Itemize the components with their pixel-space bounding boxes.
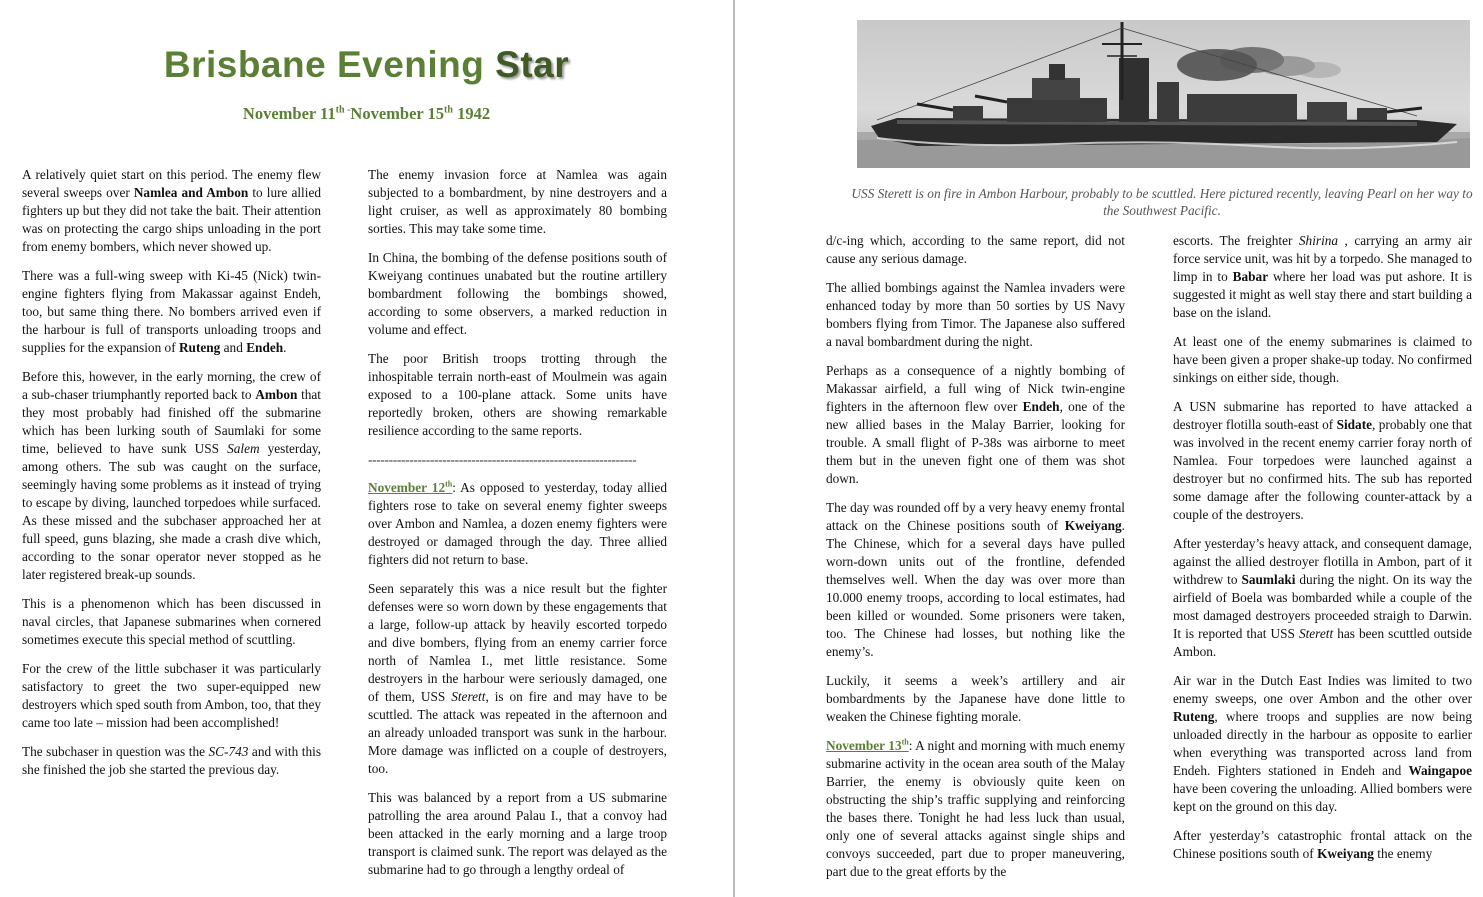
page-gutter	[733, 0, 735, 897]
left-page	[0, 0, 733, 897]
paragraph: November 13th: A night and morning with much enemy submarine activity in the ocean area south of the Malay Barrier, the enemy is obviously quite keen on obstructing the ship’s traffic supplying and reinforcing the bases there. Tonight he had less luck than usual, only one of several attacks against single ships and convoys succeeded, part due to proper maneuvering, part due to the great efforts by the	[826, 737, 1125, 879]
paragraph: The day was rounded off by a very heavy enemy frontal attack on the Chinese positions south of Kweiyang. The Chinese, which for a several days have pulled worn-down units out of the frontline, defended themselves well. When the day was over more than 10.000 enemy troops, according to local estimates, had been killed or wounded. Some prisoners were taken, too. The Chinese had losses, but nothing like the enemy’s.	[826, 500, 1125, 659]
paragraph: November 12th: As opposed to yesterday, today allied fighters rose to take on several enemy fighter sweeps over Ambon and Namlea, a dozen enemy fighters were destroyed or damaged through the day. Three allied fighters did not return to base.	[368, 479, 667, 567]
masthead-title: Brisbane Evening	[163, 44, 485, 85]
paragraph: After yesterday’s catastrophic frontal attack on the Chinese positions south of Kweiyang the enemy	[1173, 828, 1472, 861]
dateline-end: November 15	[350, 104, 445, 123]
dateline-start-sup: th	[335, 104, 345, 116]
paragraph: At least one of the enemy submarines is claimed to have been given a proper shake-up today. No confirmed sinkings on either side, though.	[1173, 334, 1472, 385]
ship-photo	[857, 20, 1470, 168]
dateline-year: 1942	[452, 104, 491, 123]
section-divider: -----------------------------------------------------------------	[368, 452, 637, 467]
paragraph: In China, the bombing of the defense positions south of Kweiyang continues unabated but the routine artillery bombardment following the bombings showed, according to some observers, a marked reduction in volume and effect.	[368, 250, 667, 337]
paragraph: This is a phenomenon which has been discussed in naval circles, that Japanese submarines when cornered sometimes execute this special method of scuttling.	[22, 596, 321, 647]
paragraph: Perhaps as a consequence of a nightly bombing of Makassar airfield, a full wing of Nick twin-engine fighters in the afternoon flew over Endeh, one of the new allied bases in the Malay Barrier, looking for trouble. A small flight of P-38s was airborne to meet them but in the uneven fight one of them was shot down.	[826, 363, 1125, 486]
article-column-3	[826, 232, 1125, 892]
masthead-title-accent: Star	[495, 44, 570, 85]
paragraph: The subchaser in question was the SC-743 and with this she finished the job she started the previous day.	[22, 744, 321, 777]
paragraph: The poor British troops trotting through the inhospitable terrain north-east of Moulmein was again exposed to a 100-plane attack. Some units have reportedly broken, others are showing remarkable resilience according to the same reports.	[368, 351, 667, 438]
paragraph: A relatively quiet start on this period. The enemy flew several sweeps over Namlea and Ambon to lure allied fighters up but they did not take the bait. Their attention was on protecting the cargo ships unloading in the port from enemy bombers, which never showed up.	[22, 167, 321, 254]
article-column-1	[22, 166, 321, 790]
dateline-start: November 11	[242, 104, 336, 123]
date-heading: November 12th	[368, 479, 453, 495]
article-column-4	[1173, 232, 1472, 874]
paragraph: Luckily, it seems a week’s artillery and air bombardments by the Japanese have done little to weaken the Chinese fighting morale.	[826, 673, 1125, 724]
paragraph: There was a full-wing sweep with Ki-45 (Nick) twin-engine fighters flying from Makassar against Endeh, too, but same thing there. No bombers arrived even if the harbour is full of transports unloading troops and supplies for the expansion of Ruteng and Endeh.	[22, 268, 321, 355]
paragraph: The allied bombings against the Namlea invaders were enhanced today by more than 50 sorties by US Navy bombers flying from Timor. The Japanese also suffered a naval bombardment during the night.	[826, 280, 1125, 349]
paragraph: escorts. The freighter Shirina , carrying an army air force service unit, was hit by a torpedo. She managed to limp in to Babar where her load was put ashore. It is suggested it might as well stay there and start building a base on the island.	[1173, 233, 1472, 320]
article-column-2	[368, 166, 667, 890]
paragraph: Before this, however, in the early morning, the crew of a sub-chaser triumphantly reported back to Ambon that they most probably had finished off the submarine which has been lurking south of Saumlaki for some time, believed to have sunk USS Salem yesterday, among others. The sub was caught on the surface, seemingly having some problems as it instead of trying to escape by diving, launched torpedoes while surfaced. As these missed and the subchaser approached her at full speed, guns blazing, she made a crash dive which, according to the sonar operator never stopped as he later registered break-up sounds.	[22, 369, 322, 582]
paragraph: The enemy invasion force at Namlea was again subjected to a bombardment, by nine destroyers and a light cruiser, as well as approximately 80 bombing sorties. This may take some time.	[368, 167, 667, 236]
paragraph: Seen separately this was a nice result but the fighter defenses were so worn down by these engagements that a large, follow-up attack by heavily escorted torpedo and dive bombers, flying from an enemy carrier force north of Namlea I., met little resistance. Some destroyers in the harbour were seriously damaged, one of them, USS Sterett, is on fire and may have to be scuttled. The attack was repeated in the afternoon and an already unloaded transport was sunk in the harbour. More damage was inflicted on a couple of destroyers, too.	[368, 581, 668, 776]
paragraph: A USN submarine has reported to have attacked a destroyer flotilla south-east of Sidate, probably one that was involved in the recent enemy carrier foray north of Namlea. Four torpedoes were launched against a destroyer but no confirmed hits. The sub has reported some damage after the following counter-attack by a couple of the destroyers.	[1173, 399, 1472, 522]
paragraph: For the crew of the little subchaser it was particularly satisfactory to greet the two super-equipped new destroyers which sped south from Ambon, too, that they came too late – mission had been accomplished!	[22, 661, 321, 730]
destroyer-image-icon	[857, 20, 1470, 168]
paragraph: This was balanced by a report from a US submarine patrolling the area around Palau I., that a convoy had been attacked in the early morning and a large troop transport is claimed sunk. The report was delayed as the submarine had to go through a lengthy ordeal of	[368, 790, 667, 877]
dateline	[0, 104, 733, 124]
paragraph: d/c-ing which, according to the same report, did not cause any serious damage.	[826, 233, 1125, 266]
dateline-separator: -	[344, 104, 351, 116]
masthead	[0, 44, 733, 86]
paragraph: After yesterday’s heavy attack, and consequent damage, against the allied destroyer flotilla in Ambon, part of it withdrew to Saumlaki during the night. On its way the airfield of Boela was bombarded while a couple of the most damaged destroyers proceeded straigh to Darwin. It is reported that USS Sterett has been scuttled outside Ambon.	[1173, 536, 1472, 659]
dateline-end-sup: th	[444, 104, 453, 116]
paragraph: Air war in the Dutch East Indies was limited to two enemy sweeps, one over Ambon and the other over Ruteng, where troops and supplies are now being unloaded directly in the harbour as opposite to earlier when everything was transported across land from Endeh. Fighters stationed in Endeh and Waingapoe have been covering the unloading. Allied bombers were kept on the ground on this day.	[1173, 673, 1472, 814]
photo-caption: USS Sterett is on fire in Ambon Harbour, probably to be scuttled. Here pictured recently, leaving Pearl on her way to the Southwest Pacific.	[851, 186, 1473, 218]
date-heading: November 13th	[826, 737, 909, 753]
